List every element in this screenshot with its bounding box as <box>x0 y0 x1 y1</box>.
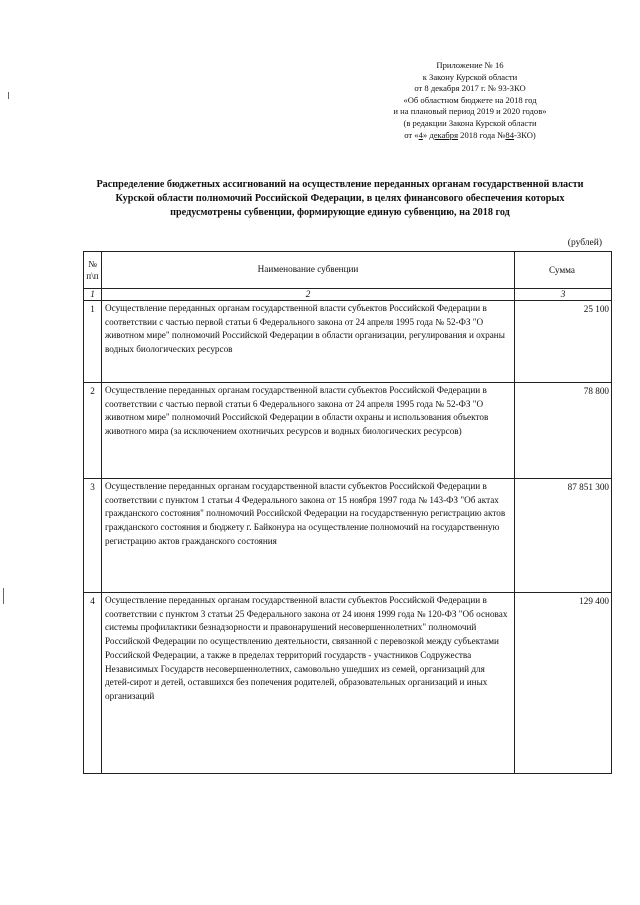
units-label: (рублей) <box>567 238 602 248</box>
header-num-line: п\п <box>86 271 99 281</box>
row-name: Осуществление переданных органам государственной власти субъектов Российской Федерации в соответствии с частью первой статьи 6 Федерального закона от 24 апреля 1995 года № 52-ФЗ "О животном мире" полномочий Российской Федерации в области охраны и использования объектов животного мира (за исключением охотничьих ресурсов и водных биологических ресурсов) <box>102 383 515 479</box>
row-num: 1 <box>84 301 102 383</box>
row-name: Осуществление переданных органам государственной власти субъектов Российской Федерации в соответствии с пунктом 3 статьи 25 Федерального закона от 24 июня 1999 года № 120-ФЗ "Об основах системы профилактики безнадзорности и правонарушений несовершеннолетних" полномочий Российской Федерации по осуществлению деятельности, связанной с перевозкой между субъектами Российской Федерации, а также в пределах территорий государств - участников Содружества Независимых Государств несовершеннолетних, самовольно ушедших из семей, организаций для детей-сирот и детей, оставшихся без попечения родителей, образовательных организаций и иных организаций <box>102 593 515 774</box>
appendix-line: Приложение № 16 <box>436 60 504 70</box>
appendix-line: к Закону Курской области <box>422 71 518 82</box>
column-index: 1 <box>84 289 102 301</box>
row-sum: 25 100 <box>515 301 612 383</box>
row-num: 4 <box>84 593 102 774</box>
scan-edge-mark-bottom <box>3 588 4 604</box>
column-index: 3 <box>515 289 612 301</box>
text-fragment: » <box>422 129 430 140</box>
header-sum: Сумма <box>515 252 612 289</box>
table-header-row <box>84 252 612 289</box>
header-name: Наименование субвенции <box>102 252 515 289</box>
amendment-month: декабря <box>429 129 459 140</box>
row-sum: 129 400 <box>515 593 612 774</box>
document-title: Распределение бюджетных ассигнований на осуществление переданных органам государственной власти Курской области полномочий Российской Федерации, в целях финансового обеспечения которых предусмотрены субвенции, формирующие единую субвенцию, на 2018 год <box>96 179 584 218</box>
appendix-header <box>345 60 595 141</box>
header-num <box>84 252 102 289</box>
appendix-amendment-line <box>345 130 595 142</box>
table-row <box>84 301 612 383</box>
column-index: 2 <box>102 289 515 301</box>
header-num-line: № <box>88 259 97 269</box>
row-name: Осуществление переданных органам государственной власти субъектов Российской Федерации в соответствии с частью первой статьи 6 Федерального закона от 24 апреля 1995 года № 52-ФЗ "О животном мире" полномочий Российской Федерации в области организации, регулирования и охраны водных биологических ресурсов <box>102 301 515 383</box>
scan-edge-mark-top <box>8 92 9 99</box>
row-num: 3 <box>84 479 102 593</box>
subventions-table <box>83 251 612 774</box>
row-sum: 87 851 300 <box>515 479 612 593</box>
amendment-day: 4 <box>418 129 423 140</box>
appendix-line: и на плановый период 2019 и 2020 годов» <box>393 106 547 117</box>
appendix-line: от 8 декабря 2017 г. № 93-ЗКО <box>414 83 526 94</box>
text-fragment: 2018 года № <box>458 129 506 140</box>
text-fragment: от « <box>404 129 419 140</box>
row-sum: 78 800 <box>515 383 612 479</box>
row-name: Осуществление переданных органам государственной власти субъектов Российской Федерации в соответствии с пунктом 1 статьи 4 Федерального закона от 15 ноября 1997 года № 143-ФЗ "Об актах гражданского состояния" полномочий Российской Федерации на государственную регистрацию актов гражданского состояния и бюджету г. Байконура на осуществление полномочий на государственную регистрацию актов гражданского состояния <box>102 479 515 593</box>
column-index-row <box>84 289 612 301</box>
table-row <box>84 479 612 593</box>
table-row <box>84 383 612 479</box>
table-row <box>84 593 612 774</box>
appendix-line: (в редакции Закона Курской области <box>403 117 537 128</box>
row-num: 2 <box>84 383 102 479</box>
appendix-line: «Об областном бюджете на 2018 год <box>403 94 537 105</box>
amendment-number: 84 <box>505 129 515 140</box>
text-fragment: -ЗКО) <box>514 129 536 140</box>
